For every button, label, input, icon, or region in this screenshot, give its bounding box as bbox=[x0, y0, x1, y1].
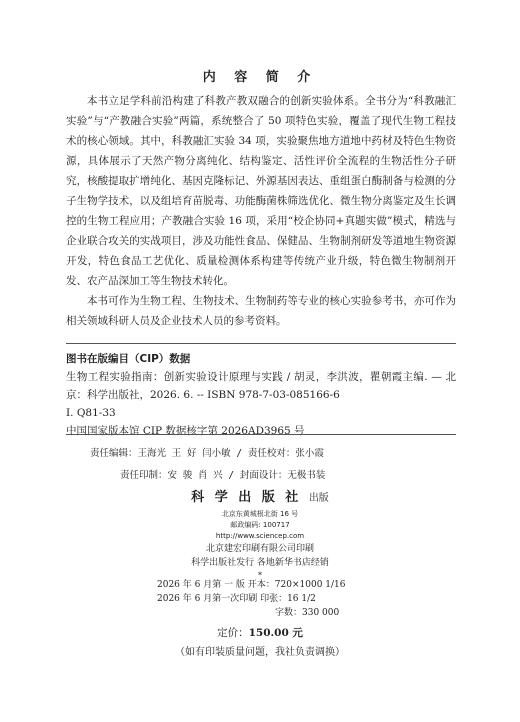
credits-editors: 责任编辑：王海光 王 好 闫小敏 / 责任校对：张小霞 bbox=[90, 448, 324, 459]
publisher-logo-text: 科 学 出 版 社 bbox=[191, 490, 302, 505]
cip-line: 生物工程实验指南：创新实验设计原理与实践 / 胡灵，李洪波，瞿朝霞主编. — 北京：科学出版社，2026. 6. -- ISBN 978-7-03-085166-6 bbox=[66, 371, 456, 401]
cip-line: Ⅰ. Q81-33 bbox=[66, 407, 116, 419]
edition-line: 2026 年 6 月第 一 版 开本：720×1000 1/16 bbox=[157, 580, 346, 590]
price-line bbox=[0, 624, 520, 642]
printer-line: 北京建宏印刷有限公司印刷 bbox=[205, 544, 314, 554]
price-label: 定价： bbox=[217, 627, 249, 639]
summary-paragraph-2: 本书可作为生物工程、生物技术、生物制药等专业的核心实验参考书，亦可作为相关领域科研人员及企业技术人员的参考资料。 bbox=[66, 295, 456, 327]
publisher-name bbox=[0, 488, 520, 509]
quality-notice: （如有印装质量问题，我社负责调换） bbox=[175, 647, 345, 658]
printing-line: 2026 年 6 月第一次印刷 印张：16 1/2 bbox=[157, 594, 316, 604]
content-summary bbox=[66, 91, 456, 331]
page-title: 内 容 简 介 bbox=[202, 70, 318, 85]
credits-production: 责任印制：安 骏 肖 兴 / 封面设计：无极书装 bbox=[120, 470, 326, 481]
publisher-block bbox=[0, 488, 520, 582]
publisher-address: 北京东黄城根北街 16 号 bbox=[221, 510, 299, 518]
cip-heading: 图书在版编目（CIP）数据 bbox=[66, 353, 191, 365]
publisher-postcode: 邮政编码: 100717 bbox=[230, 521, 290, 529]
distribution-line: 科学出版社发行 各地新华书店经销 bbox=[191, 558, 329, 568]
separator-star: * bbox=[258, 571, 262, 580]
publisher-website: http://www.sciencep.com bbox=[215, 532, 305, 540]
cip-block bbox=[66, 343, 456, 440]
cip-line: 中国国家版本馆 CIP 数据核字第 2026AD3965 号 bbox=[66, 425, 305, 437]
wordcount-line: 字数：330 000 bbox=[275, 608, 340, 618]
cip-body bbox=[66, 368, 456, 440]
editorial-credits bbox=[66, 434, 456, 487]
publisher-suffix: 出版 bbox=[308, 493, 329, 504]
price-value: 150.00 元 bbox=[248, 627, 303, 639]
summary-paragraph-1: 本书立足学科前沿构建了科教产教双融合的创新实验体系。全书分为“科教融汇实验”与“产教融合实验”两篇，系统整合了 50 项特色实验，覆盖了现代生物工程技术的核心领域。其中，科教融汇实验 34 项，实验聚焦地方道地中药材及特色生物资源，具体展示了天然产物分离纯化、结构鉴定、活性评价全流程的生物活性分子研究，核酸提取扩增纯化、基因克隆标记、外源基因表达、重组蛋白酶制备与检测的分子生物学技术，以及组培育苗脱毒、功能酶菌株筛选优化、微生物分离鉴定及生长调控的生物工程应用；产教融合实验 16 项，采用“校企协同+真题实做”模式，精选与企业联合攻关的实战项目，涉及功能性食品、保健品、生物制剂研发等道地生物资源开发，特色食品工艺优化、质量检测体系构建等传统产业升级，特色微生物制剂开发、农产品深加工等生物技术转化。 bbox=[66, 95, 456, 287]
cip-divider bbox=[66, 343, 456, 344]
print-specs bbox=[157, 578, 417, 620]
